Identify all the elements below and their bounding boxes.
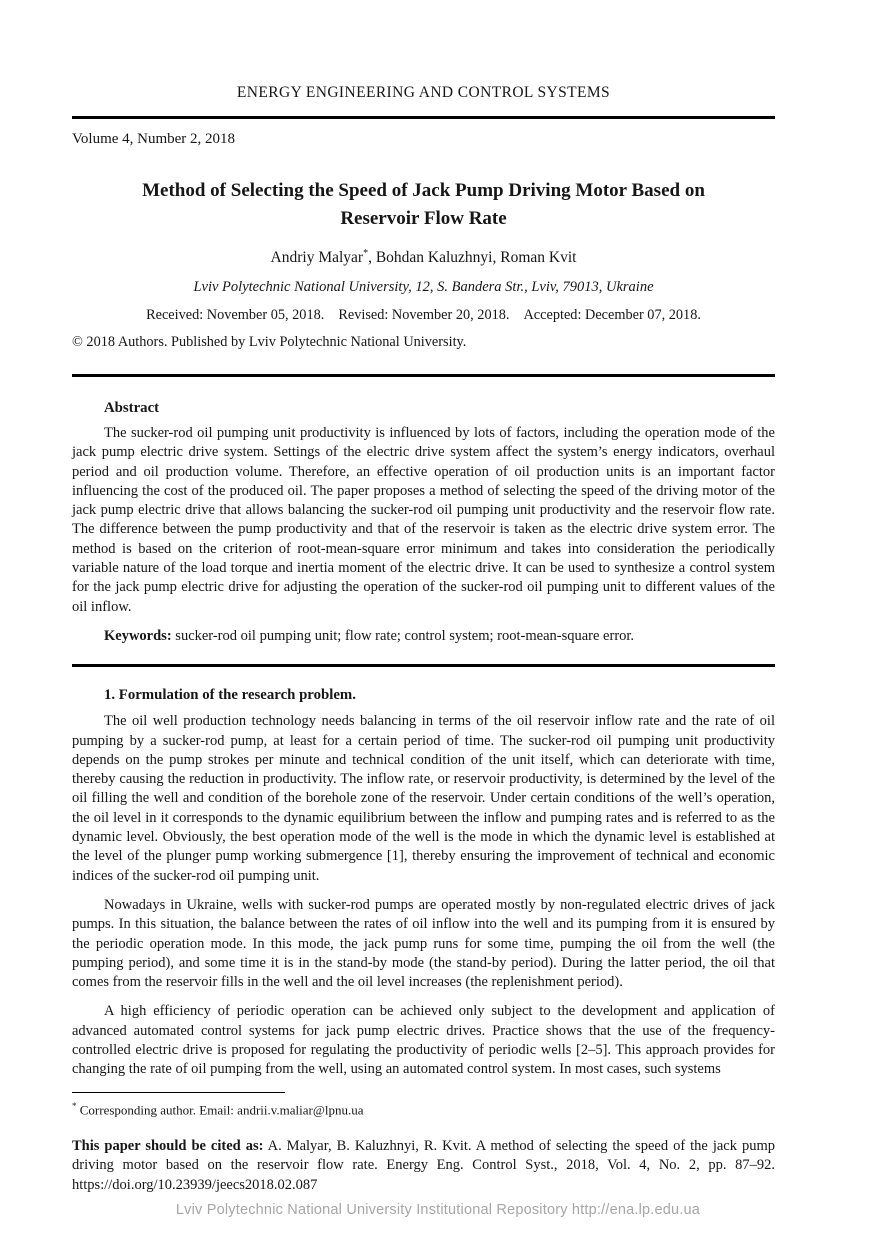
abstract-text: The sucker-rod oil pumping unit productivity is influenced by lots of factors, including the operation mode of the jack pump electric drive system. Settings of the electric drive system affect the system’s energy indicators, overhaul period and oil production volume. Therefore, an effective operation of oil production units is an important factor influencing the cost of the produced oil. The paper proposes a method of selecting the speed of the driving motor of the jack pump electric drive that allows balancing the sucker-rod oil pumping unit productivity and the reservoir flow rate. The difference between the pump productivity and that of the reservoir is taken as the electric drive system error. The method is based on the criterion of root-mean-square error minimum and takes into consideration the periodically variable nature of the load torque and inertia moment of the electric drive. It can be used to synthesize a control system for the jack pump electric drive for adjusting the operation of the sucker-rod oil pumping unit to different values of the oil inflow. <box>72 425 775 615</box>
abstract-top-rule <box>72 374 775 377</box>
abstract-heading: Abstract <box>104 400 160 416</box>
received-date: Received: November 05, 2018. <box>146 307 325 323</box>
copyright-line: © 2018 Authors. Published by Lviv Polytechnic National University. <box>72 334 467 350</box>
paragraph: A high efficiency of periodic operation can be achieved only subject to the development and application of advanced automated control systems for jack pump electric drives. Practice shows that the use of the frequency-controlled electric drive is proposed for regulating the productivity of periodic wells [2–5]. This approach provides for changing the rate of oil pumping from the well, using an automated control system. In most cases, such systems <box>72 1003 775 1078</box>
corresponding-author-asterisk: * <box>363 247 369 259</box>
keywords-label: Keywords: <box>104 627 172 644</box>
section-heading: 1. Formulation of the research problem. <box>104 687 356 704</box>
citation-text: A. Malyar, B. Kaluzhnyi, R. Kvit. A method of selecting the speed of the jack pump driving motor based on the reservoir flow rate. Energy Eng. Control Syst., 2018, Vol. 4, No. 2, pp. 87–92. https://doi.org/10.23939/jeecs2018.02.087 <box>72 1137 775 1193</box>
footnote <box>72 1098 775 1118</box>
paper-title: Method of Selecting the Speed of Jack Pump Driving Motor Based on Reservoir Flow Rate <box>142 180 705 229</box>
volume-line: Volume 4, Number 2, 2018 <box>72 131 236 147</box>
dates-line <box>72 307 775 323</box>
other-authors: , Bohdan Kaluzhnyi, Roman Kvit <box>368 249 577 266</box>
journal-header: ENERGY ENGINEERING AND CONTROL SYSTEMS <box>236 84 611 101</box>
paragraph: Nowadays in Ukraine, wells with sucker-rod pumps are operated mostly by non-regulated electric drives of jack pumps. In this situation, the balance between the rates of oil inflow into the well and its pumping from it is ensured by the periodic operation mode. In this mode, the jack pump runs for some time, pumping the oil from the well (the pumping period), and some time it is in the stand-by mode (the stand-by period). During the latter period, the oil that comes from the reservoir fills in the well and the oil level increases (the replenishment period). <box>72 896 775 991</box>
citation-label: This paper should be cited as: <box>72 1137 264 1154</box>
revised-date: Revised: November 20, 2018. <box>338 307 510 323</box>
affiliation: Lviv Polytechnic National University, 12, S. Bandera Str., Lviv, 79013, Ukraine <box>193 279 654 295</box>
footnote-rule <box>72 1092 285 1093</box>
authors-line <box>72 249 775 267</box>
first-author: Andriy Malyar <box>270 249 364 266</box>
footnote-text: Corresponding author. Email: andrii.v.maliar@lpnu.ua <box>76 1101 364 1117</box>
paragraph: The oil well production technology needs balancing in terms of the oil reservoir inflow rate and the rate of oil pumping by a sucker-rod pump, at least for a certain period of time. The sucker-rod oil pumping unit productivity depends on the pump strokes per minute and technical condition of the unit itself, which can deteriorate with time, thereby causing the reduction in productivity. The inflow rate, or reservoir productivity, is determined by the level of the oil filling the well and condition of the borehole zone of the reservoir. Under certain conditions of the well’s operation, the oil level in it corresponds to the dynamic equilibrium between the inflow and pumping rates and is referred to as the dynamic level. Obviously, the best operation mode of the well is the mode in which the dynamic level is established at the level of the plunger pump working submergence [1], thereby ensuring the improvement of technical and economic indices of the sucker-rod oil pumping unit. <box>72 713 775 884</box>
section-top-rule <box>72 664 775 667</box>
repository-watermark: Lviv Polytechnic National University Institutional Repository http://ena.lp.edu.ua <box>175 1202 701 1218</box>
keywords-line <box>72 627 775 646</box>
keywords-text: sucker-rod oil pumping unit; flow rate; control system; root-mean-square error. <box>171 627 635 644</box>
page-content <box>72 84 775 1195</box>
header-rule <box>72 116 775 119</box>
accepted-date: Accepted: December 07, 2018. <box>523 307 701 323</box>
footnote-asterisk: * <box>72 1100 77 1111</box>
citation <box>72 1137 775 1195</box>
